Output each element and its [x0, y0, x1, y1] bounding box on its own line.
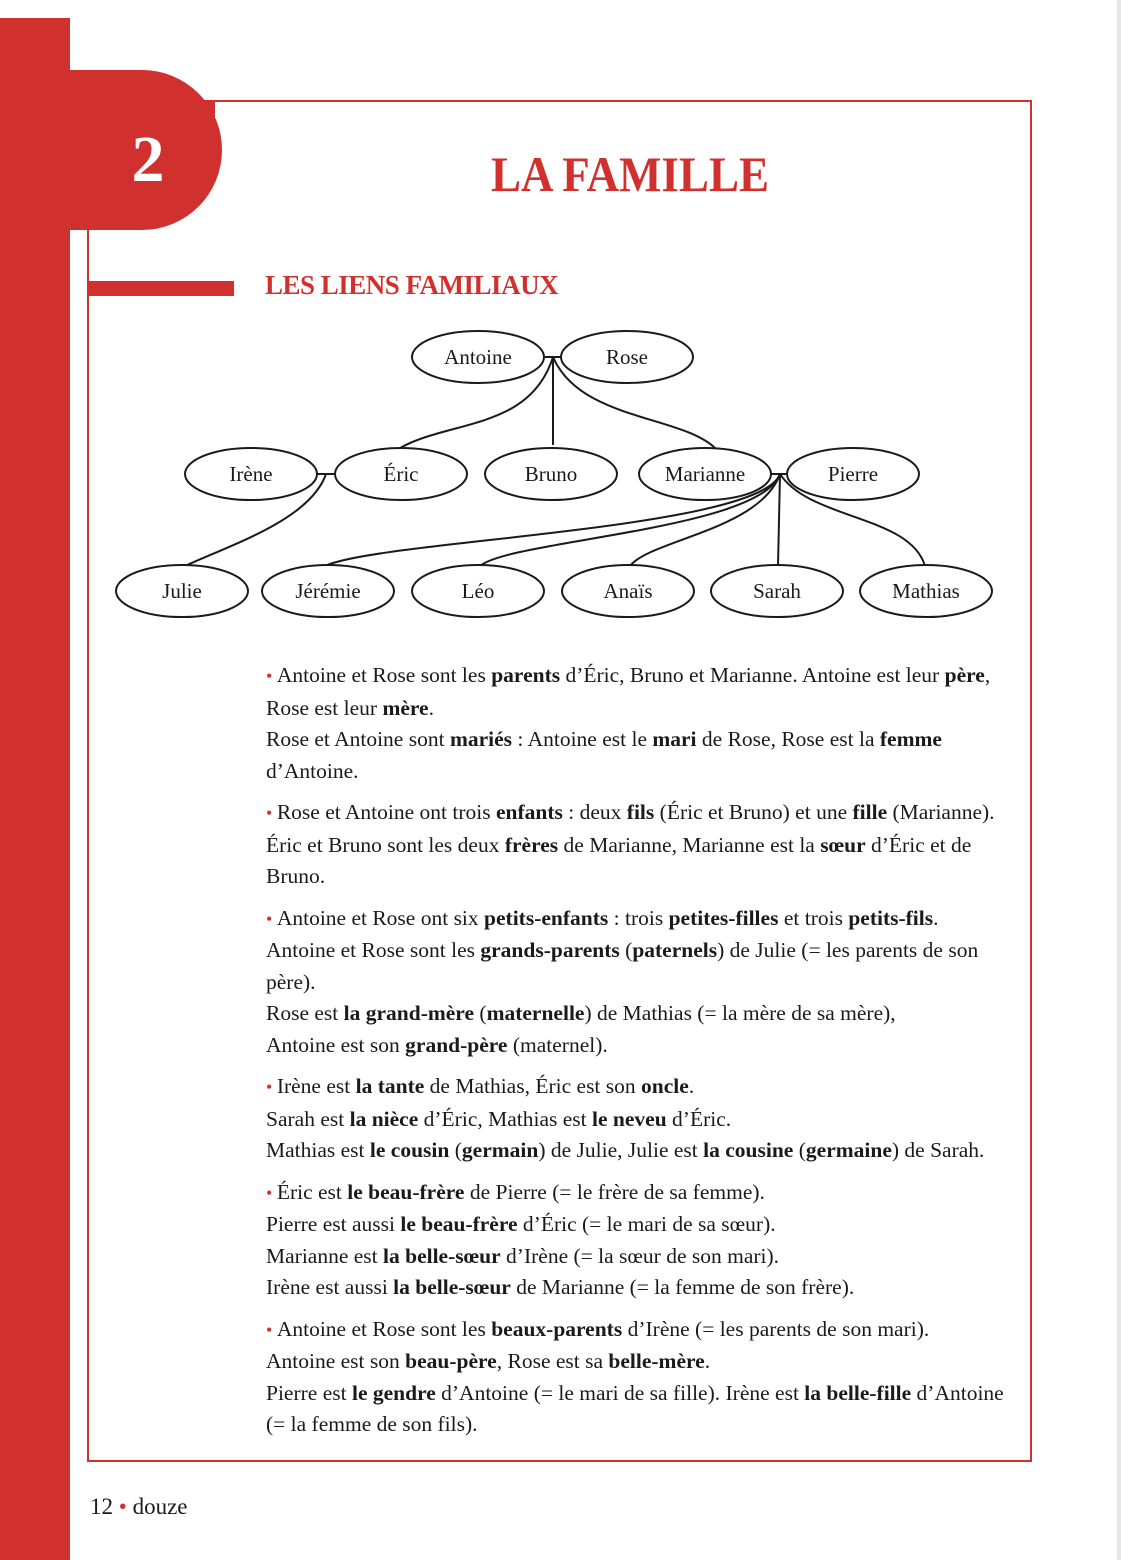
chapter-number: 2	[131, 123, 165, 196]
text-run: : deux	[562, 800, 627, 824]
key-term: la belle-sœur	[383, 1243, 501, 1268]
key-term: beau-père	[405, 1349, 497, 1373]
paragraph-line	[266, 1177, 1011, 1210]
text-run: de Mathias, Éric est son	[424, 1074, 642, 1098]
text-run: (	[449, 1138, 462, 1162]
key-term: germain	[461, 1138, 539, 1162]
label-bruno: Bruno	[524, 462, 578, 486]
paragraph-line	[266, 998, 1011, 1030]
text-run: Sarah est	[266, 1106, 350, 1131]
key-term: la grand-mère	[343, 1001, 475, 1025]
text-run: d’Éric.	[666, 1106, 732, 1131]
key-term: petits-enfants	[484, 905, 609, 930]
text-run: (Éric et Bruno) et une	[654, 800, 853, 824]
family-tree	[0, 0, 1121, 640]
key-term: mariés	[449, 727, 513, 751]
paragraph-line	[266, 903, 1011, 936]
label-anais: Anaïs	[603, 579, 653, 603]
bullet-icon: •	[266, 803, 277, 823]
text-run: : trois	[608, 905, 669, 930]
text-run: Rose et Antoine sont	[266, 727, 450, 751]
text-run: .	[704, 1349, 711, 1373]
text-run: Éric est	[276, 1179, 348, 1204]
paragraph-line	[266, 724, 1011, 787]
text-run: d’Irène (= la sœur de son mari).	[500, 1243, 780, 1268]
text-run: ) de Mathias (= la mère de sa mère),	[584, 1001, 896, 1025]
key-term: belle-mère	[608, 1349, 705, 1373]
text-run: d’Antoine (= la femme de son fils).	[266, 1380, 1004, 1436]
text-run: et trois	[778, 905, 849, 930]
key-term: grand-père	[405, 1032, 508, 1057]
page-footer	[90, 1494, 187, 1520]
paragraph-line	[266, 1378, 1011, 1441]
text-run: ) de Julie, Julie est	[538, 1138, 704, 1162]
paragraph	[266, 1071, 1011, 1167]
key-term: la cousine	[703, 1138, 794, 1162]
text-run: Irène est aussi	[266, 1275, 394, 1299]
paragraph	[266, 797, 1011, 893]
key-term: oncle	[641, 1074, 689, 1098]
key-term: mari	[652, 727, 697, 751]
key-term: enfants	[495, 800, 563, 824]
text-run: .	[933, 905, 939, 930]
text-run: Pierre est aussi	[266, 1212, 401, 1236]
label-julie: Julie	[162, 579, 202, 603]
text-run: Antoine et Rose sont les	[266, 938, 481, 962]
label-sarah: Sarah	[753, 579, 801, 603]
footer-separator: •	[118, 1494, 127, 1519]
text-run: d’Irène (= les parents de son mari).	[622, 1316, 930, 1341]
key-term: le neveu	[592, 1106, 667, 1131]
text-run: d’Éric, Bruno et Marianne. Antoine est leur	[560, 663, 945, 687]
paragraph-line	[266, 1071, 1011, 1104]
text-run: (	[793, 1138, 806, 1162]
text-run: ) de Julie (= les parents de son père).	[266, 938, 979, 994]
paragraph-line	[266, 660, 1011, 724]
key-term: femme	[879, 727, 942, 751]
text-run: Pierre est	[266, 1380, 352, 1405]
text-run: ) de Sarah.	[891, 1138, 985, 1162]
label-irene: Irène	[229, 462, 273, 486]
text-run: de Rose, Rose est la	[696, 727, 880, 751]
key-term: germaine	[805, 1138, 892, 1162]
text-run: : Antoine est le	[512, 727, 653, 751]
bullet-icon: •	[266, 666, 277, 686]
text-run: Antoine est son	[266, 1032, 406, 1057]
key-term: le beau-frère	[347, 1179, 465, 1204]
label-mathias: Mathias	[892, 579, 960, 603]
paragraph-line	[266, 1030, 1011, 1062]
text-run: (	[619, 938, 633, 962]
paragraph-line	[266, 1314, 1011, 1347]
bullet-icon: •	[266, 1319, 277, 1340]
key-term: petits-fils	[848, 905, 934, 930]
text-run: d’Antoine (= le mari de sa fille). Irène est	[435, 1380, 805, 1405]
text-run: d’Éric (= le mari de sa sœur).	[517, 1212, 776, 1236]
text-run: .	[428, 695, 434, 720]
key-term: maternelle	[486, 1001, 585, 1025]
key-term: frères	[504, 832, 559, 857]
paragraph-line	[266, 1241, 1011, 1273]
label-antoine: Antoine	[444, 345, 512, 369]
label-leo: Léo	[461, 579, 495, 603]
text-run: , Rose est sa	[496, 1349, 609, 1373]
text-run: (	[474, 1001, 487, 1025]
key-term: la belle-sœur	[393, 1275, 511, 1299]
section-title: LES LIENS FAMILIAUX	[265, 270, 559, 300]
text-run: Irène est	[276, 1074, 356, 1098]
page-word: douze	[132, 1494, 188, 1519]
bullet-icon: •	[266, 908, 277, 929]
text-run: Antoine et Rose ont six	[276, 905, 485, 930]
text-run: de Pierre (= le frère de sa femme).	[464, 1179, 765, 1204]
label-pierre: Pierre	[827, 462, 879, 486]
paragraph	[266, 903, 1011, 1062]
text-run: Antoine est son	[266, 1349, 406, 1373]
key-term: grands-parents	[480, 938, 620, 962]
chapter-title: LA FAMILLE	[491, 146, 769, 202]
text-run: Antoine et Rose sont les	[276, 1316, 492, 1341]
key-term: parents	[491, 663, 561, 687]
bullet-icon: •	[266, 1077, 277, 1097]
label-rose: Rose	[606, 345, 648, 369]
paragraph	[266, 1314, 1011, 1441]
text-run: d’Éric et de Bruno.	[266, 832, 972, 888]
text-run: Mathias est	[266, 1138, 370, 1162]
key-term: petites-filles	[668, 905, 779, 930]
text-run: , Rose est leur	[266, 663, 991, 720]
text-run: de Marianne, Marianne est la	[558, 832, 821, 857]
paragraph	[266, 660, 1011, 787]
paragraph-line	[266, 1346, 1011, 1378]
key-term: la tante	[355, 1074, 425, 1098]
paragraph-line	[266, 1104, 1011, 1136]
paragraph	[266, 1177, 1011, 1304]
explanation-text	[266, 660, 1011, 1451]
text-run: d’Éric, Mathias est	[418, 1106, 593, 1131]
key-term: sœur	[820, 832, 866, 857]
text-run: Rose et Antoine ont trois	[276, 800, 496, 824]
paragraph-line	[266, 1272, 1011, 1304]
text-run: Antoine et Rose sont les	[276, 663, 492, 687]
page-number: 12	[90, 1494, 113, 1519]
text-run: Marianne est	[266, 1243, 384, 1268]
text-run: .	[688, 1074, 695, 1098]
key-term: paternels	[632, 938, 718, 962]
text-run: Rose est	[266, 1001, 344, 1025]
bullet-icon: •	[266, 1182, 277, 1203]
key-term: le gendre	[351, 1380, 436, 1405]
key-term: mère	[382, 695, 429, 720]
label-eric: Éric	[383, 462, 419, 486]
paragraph-line	[266, 935, 1011, 998]
paragraph-line	[266, 1209, 1011, 1241]
text-run: (Marianne). Éric et Bruno sont les deux	[266, 800, 995, 857]
label-marianne: Marianne	[664, 462, 746, 486]
text-run: d’Antoine.	[266, 758, 359, 783]
text-run: de Marianne (= la femme de son frère).	[510, 1275, 855, 1299]
key-term: père	[944, 663, 985, 687]
text-run: (maternel).	[507, 1032, 608, 1057]
key-term: le cousin	[369, 1138, 450, 1162]
key-term: le beau-frère	[400, 1212, 518, 1236]
paragraph-line	[266, 1135, 1011, 1167]
key-term: la nièce	[349, 1106, 419, 1131]
label-jeremie: Jérémie	[295, 579, 361, 603]
paragraph-line	[266, 797, 1011, 893]
key-term: la belle-fille	[804, 1380, 912, 1405]
key-term: fille	[852, 800, 888, 824]
key-term: beaux-parents	[491, 1316, 623, 1341]
key-term: fils	[626, 800, 655, 824]
